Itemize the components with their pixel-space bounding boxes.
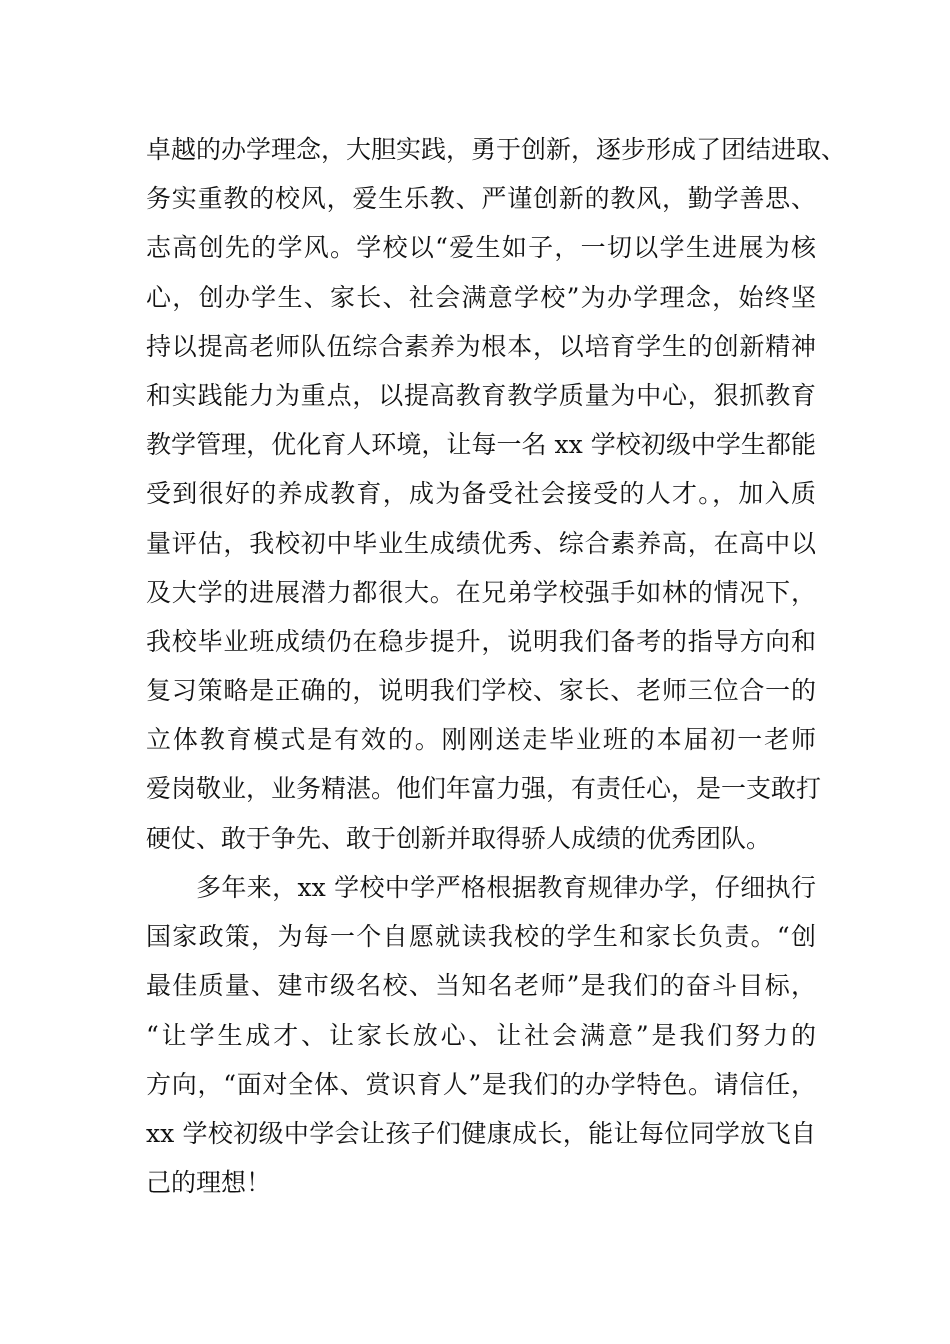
paragraph-line: 方向，“面对全体、赏识育人”是我们的办学特色。请信任，: [146, 1069, 816, 1099]
paragraph-line: 最佳质量、建市级名校、当知名老师”是我们的奋斗目标，: [146, 971, 816, 1001]
paragraph-1: [146, 125, 847, 863]
paragraph-line: 卓越的办学理念，大胆实践，勇于创新，逐步形成了团结进取、: [146, 135, 847, 164]
paragraph-line: 国家政策，为每一个自愿就读我校的学生和家长负责。“创: [146, 922, 816, 952]
paragraph-line: 硬仗、敢于争先、敢于创新并取得骄人成绩的优秀团队。: [146, 823, 772, 853]
paragraph-line: xx 学校初级中学会让孩子们健康成长，能让每位同学放飞自: [146, 1118, 816, 1148]
paragraph-line: 己的理想！: [146, 1168, 272, 1198]
paragraph-line: 教学管理，优化育人环境，让每一名 xx 学校初级中学生都能: [146, 430, 816, 460]
paragraph-line: 持以提高老师队伍综合素养为根本，以培育学生的创新精神: [146, 331, 816, 361]
paragraph-line: 务实重教的校风，爱生乐教、严谨创新的教风，勤学善思、: [146, 184, 816, 214]
paragraph-2: [146, 863, 816, 1207]
paragraph-line: 及大学的进展潜力都很大。在兄弟学校强手如林的情况下，: [146, 577, 816, 607]
paragraph-line: “让学生成才、让家长放心、让社会满意”是我们努力的: [146, 1020, 816, 1050]
paragraph-line: 志高创先的学风。学校以“爱生如子，一切以学生进展为核: [146, 233, 816, 263]
paragraph-line: 爱岗敬业，业务精湛。他们年富力强，有责任心，是一支敢打: [146, 774, 822, 804]
paragraph-line: 我校毕业班成绩仍在稳步提升，说明我们备考的指导方向和: [146, 626, 816, 656]
paragraph-line: 和实践能力为重点，以提高教育教学质量为中心，狠抓教育: [146, 380, 816, 410]
paragraph-line: 立体教育模式是有效的。刚刚送走毕业班的本届初一老师: [146, 725, 816, 755]
paragraph-line: 受到很好的养成教育，成为备受社会接受的人才。，加入质: [146, 479, 816, 509]
paragraph-line: 复习策略是正确的，说明我们学校、家长、老师三位合一的: [146, 676, 816, 706]
paragraph-line: 心，创办学生、家长、社会满意学校”为办学理念，始终坚: [146, 282, 816, 312]
paragraph-line: 量评估，我校初中毕业生成绩优秀、综合素养高，在高中以: [146, 528, 816, 558]
paragraph-line: 多年来，xx 学校中学严格根据教育规律办学，仔细执行: [196, 873, 816, 902]
